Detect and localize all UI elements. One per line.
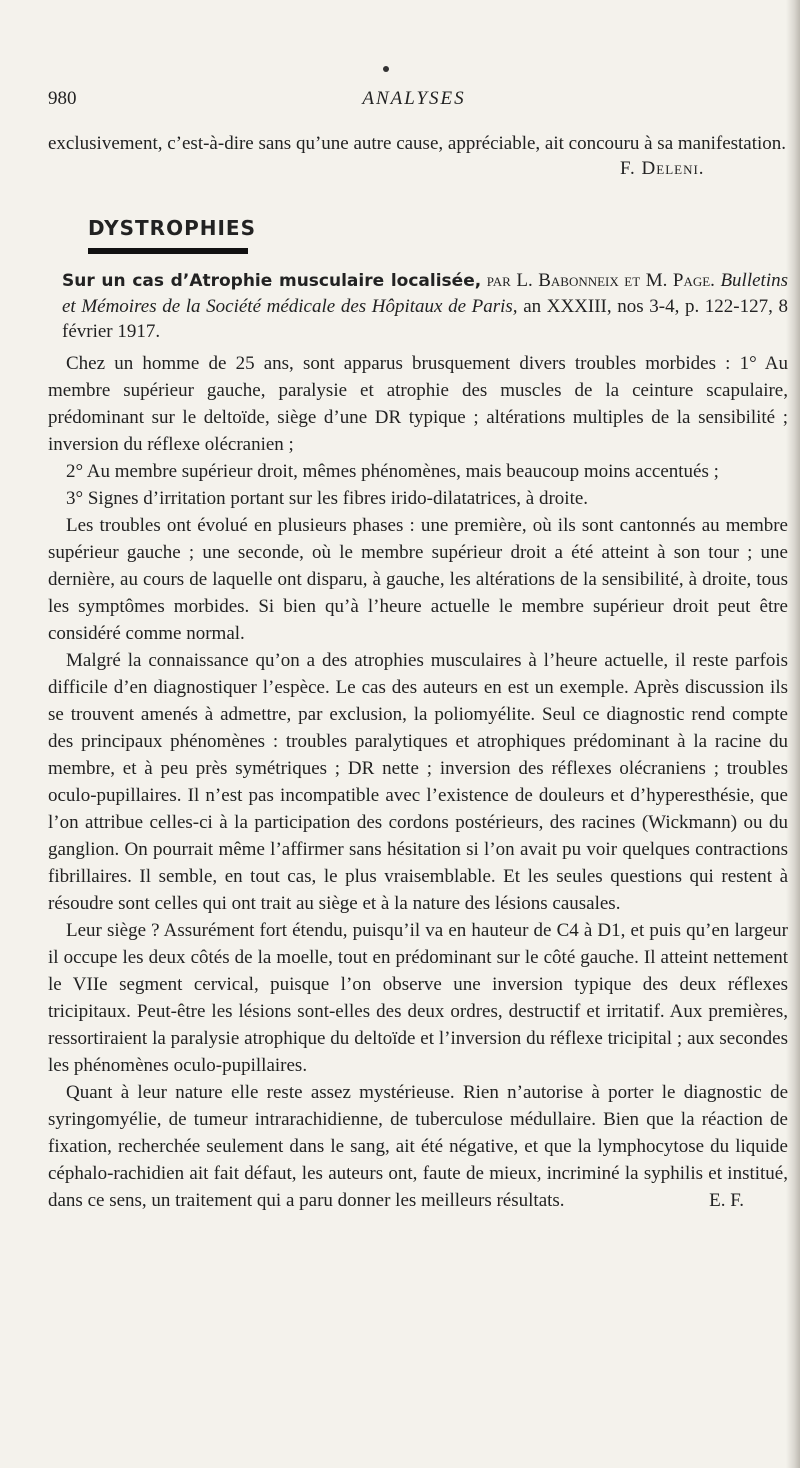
- previous-article-end: exclusivement, c’est-à-dire sans qu’une autre cause, appréciable, ait concouru à sa manifestation.: [48, 133, 787, 154]
- previous-signature: F. Deleni.: [620, 158, 705, 179]
- paragraph-1: Chez un homme de 25 ans, sont apparus brusquement divers troubles morbides : 1° Au membre supérieur gauche, paralysie et atrophie des muscles de la ceinture scapulaire, prédominant sur le deltoïde, siège d’une DR typique ; altérations multiples de la sensibilité ; inversion du réflexe olécranien ;: [48, 353, 788, 455]
- article-body: [48, 350, 788, 1214]
- paragraph-7: [48, 1079, 788, 1214]
- paragraph-4: Les troubles ont évolué en plusieurs phases : une première, où ils sont cantonnés au membre supérieur gauche ; une seconde, où le membre supérieur droit a été atteint à son tour ; une dernière, au cours de laquelle ont disparu, à gauche, les altérations de la sensibilité, à droite, tous les symptômes morbides. Si bien qu’à l’heure actuelle le membre supérieur droit peut être considéré comme normal.: [48, 515, 788, 644]
- article-journal: Bulletins et Mémoires de la Société médicale des Hôpitaux de Paris,: [62, 270, 789, 317]
- paragraph-7-text: Quant à leur nature elle reste assez mystérieuse. Rien n’autorise à porter le diagnostic de syringomyélie, de tumeur intrarachidienne, de tuberculose médullaire. Bien que la réaction de fixation, recherchée seulement dans le sang, ait été négative, et que la lymphocytose du liquide céphalo-rachidien ait fait défaut, les auteurs ont, faute de mieux, incriminé la syphilis et institué, dans ce sens, un traitement qui a paru donner les meilleurs résultats.: [48, 1082, 788, 1211]
- paragraph-6: Leur siège ? Assurément fort étendu, puisqu’il va en hauteur de C4 à D1, et puis qu’en largeur il occupe les deux côtés de la moelle, tout en prédominant sur le côté gauche. Il atteint nettement le VIIe segment cervical, puisque l’on observe une inversion typique des deux réflexes tricipitaux. Peut-être les lésions sont-elles des deux ordres, destructif et irritatif. Aux premières, ressortiraient la paralysie atrophique du deltoïde et l’inversion du réflexe tricipital ; aux secondes les phénomènes oculo-pupillaires.: [48, 920, 788, 1076]
- article-heading: [62, 268, 788, 344]
- page-number: 980: [48, 88, 77, 109]
- paragraph-2: 2° Au membre supérieur droit, mêmes phénomènes, mais beaucoup moins accentués ;: [66, 461, 719, 482]
- article-authors: par L. Babonneix et M. Page.: [486, 270, 715, 291]
- paragraph-5: Malgré la connaissance qu’on a des atrophies musculaires à l’heure actuelle, il reste parfois difficile d’en diagnostiquer l’espèce. Le cas des auteurs en est un exemple. Après discussion ils se trouvent amenés à admettre, par exclusion, la poliomyélite. Seul ce diagnostic rend compte des principaux phénomènes : troubles paralytiques et atrophiques prédominant à la racine du membre, et à peu près symétriques ; DR nette ; inversion des réflexes olécraniens ; troubles oculo-pupillaires. Il n’est pas incompatible avec l’existence de douleurs et d’hyperesthésie, que l’on attribue celles-ci à la participation des cordons postérieurs, des racines (Wickmann) ou du ganglion. On pourrait même l’affirmer sans hésitation si l’on avait pu voir quelques contractions fibrillaires. Il semble, en tout cas, le plus vraisemblable. Et les seules questions qui restent à résoudre sont celles qui ont trait au siège et à la nature des lésions causales.: [48, 650, 788, 914]
- article-citation: an XXXIII, nos 3-4, p. 122-127, 8 février 1917.: [62, 296, 788, 342]
- article-signature: E. F.: [709, 1190, 744, 1211]
- section-rule: [88, 248, 248, 254]
- running-title: ANALYSES: [362, 88, 466, 109]
- page-header: [48, 88, 780, 116]
- paragraph-3: 3° Signes d’irritation portant sur les fibres irido-dilatatrices, à droite.: [66, 488, 589, 509]
- page-edge-shadow: [786, 0, 800, 1468]
- article-title: Sur un cas d’Atrophie musculaire localisée,: [62, 271, 482, 291]
- print-dot: [383, 66, 389, 72]
- section-title: DYSTROPHIES: [88, 216, 256, 240]
